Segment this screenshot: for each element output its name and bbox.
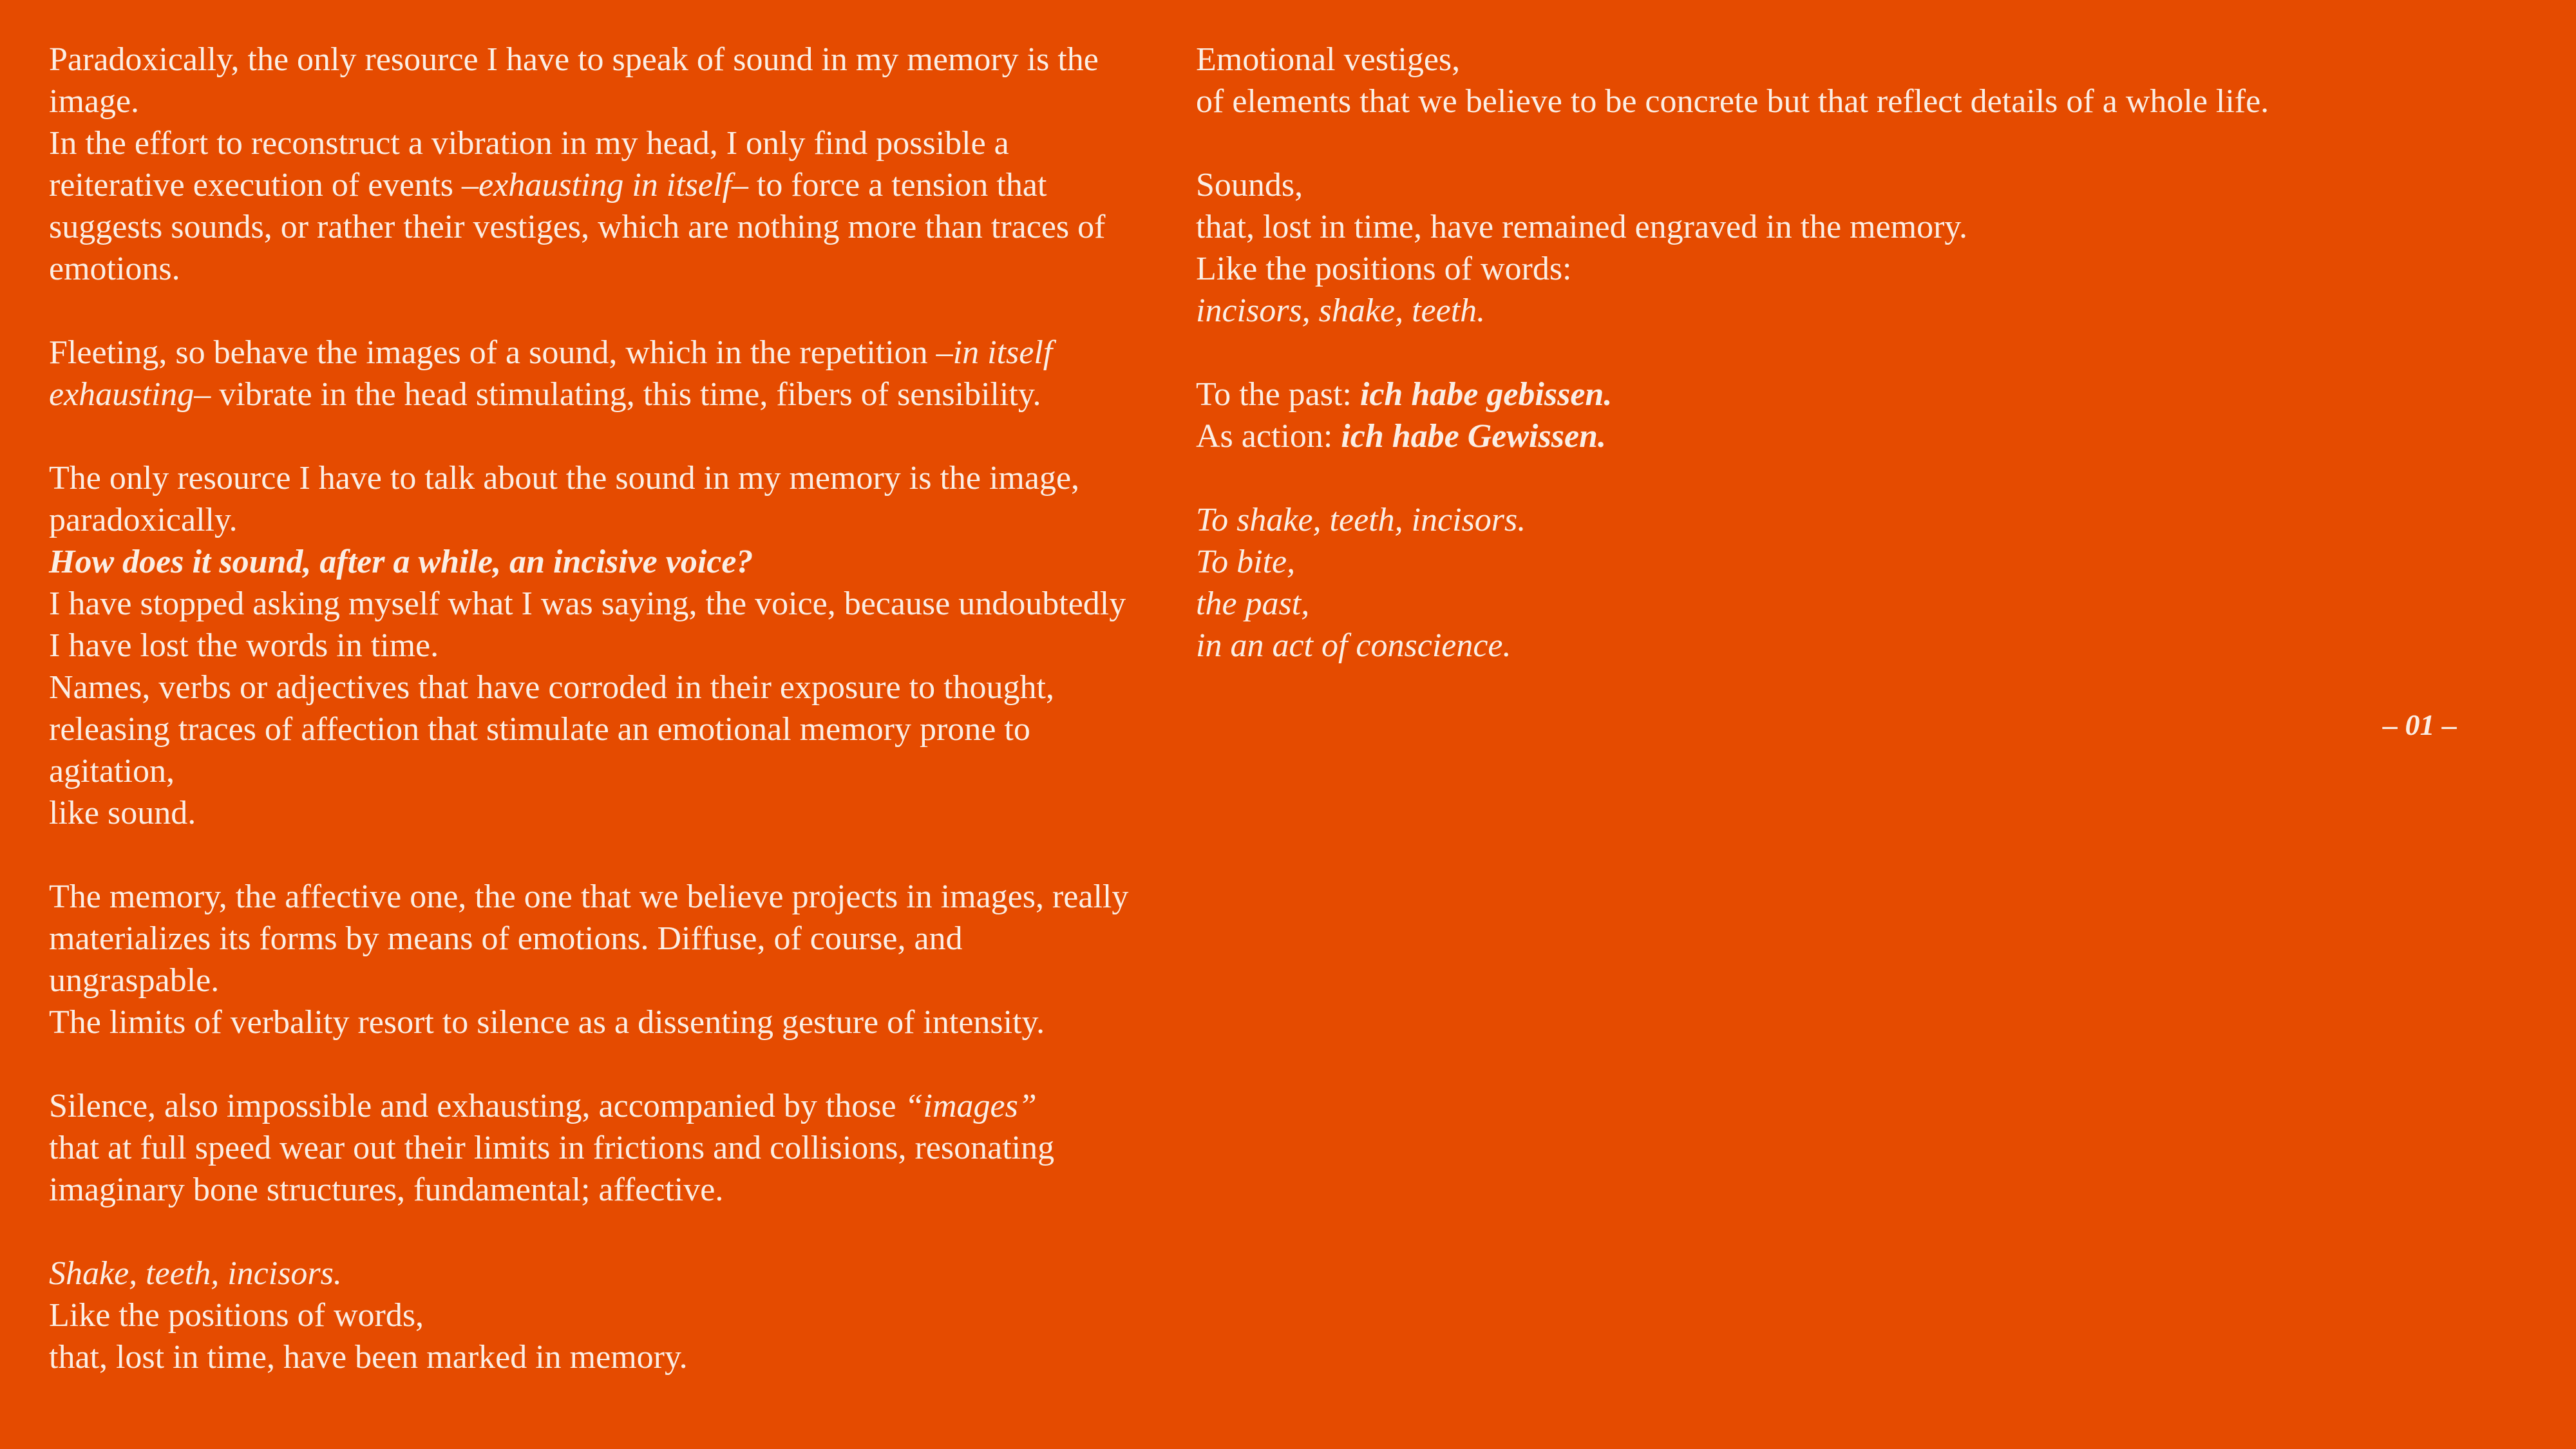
text-line [1196,415,2278,457]
text-line: Emotional vestiges, [1196,41,1461,78]
italic-line: in an act of conscience. [1196,627,1511,664]
italic-run: “images” [904,1088,1037,1124]
text-line [49,1085,1131,1127]
paragraph-3 [1196,374,2278,457]
text-line: Like the positions of words, [49,1297,424,1334]
paragraph-3 [49,457,1131,834]
paragraph-2 [1196,164,2278,332]
bold-italic-run: ich habe gebissen. [1359,376,1613,413]
paragraph-4 [1196,499,2278,667]
text-line: that, lost in time, have been marked in memory. [49,1339,688,1376]
text-line: Names, verbs or adjectives that have corroded in their exposure to thought, releasing traces of affection that stimulate an emotional memory prone to agitation, [49,669,1054,790]
text-line: The memory, the affective one, the one that we believe projects in images, really materializes its forms by means of emotions. Diffuse, of course, and ungraspable. [49,878,1129,999]
text-line: like sound. [49,795,196,831]
text-run: vibrate in the head stimulating, this time, fibers of sensibility. [211,376,1041,413]
text-line: Paradoxically, the only resource I have to speak of sound in my memory is the image. [49,41,1099,120]
italic-run: –exhausting in itself– [462,167,748,204]
italic-line: To shake, teeth, incisors. [1196,502,1526,538]
text-run: To the past: [1196,376,1360,413]
paragraph-2 [49,332,1131,415]
left-text-column [49,39,1131,1420]
text-line [49,122,1131,290]
paragraph-5 [49,1085,1131,1211]
bold-italic-run: ich habe Gewissen. [1341,418,1606,455]
text-line [1196,374,2278,415]
text-run: Silence, also impossible and exhausting, accompanied by those [49,1088,905,1124]
paragraph-1 [1196,39,2278,122]
text-line: The limits of verbality resort to silence as a dissenting gesture of intensity. [49,1004,1045,1041]
italic-run: –in itself exhausting– [49,334,1053,413]
text-line: of elements that we believe to be concrete but that reflect details of a whole life. [1196,83,2269,120]
text-line: that, lost in time, have remained engraved in the memory. [1196,209,1968,245]
text-line: Sounds, [1196,167,1303,204]
paragraph-6 [49,1253,1131,1378]
italic-line: To bite, [1196,544,1296,580]
text-line: The only resource I have to talk about the sound in my memory is the image, paradoxically. [49,460,1080,538]
text-line: that at full speed wear out their limits in frictions and collisions, resonating imaginary bone structures, fundamental; affective. [49,1130,1055,1208]
text-run: In the effort to reconstruct a vibration in my head, I only find possible a reiterative execution of events [49,125,1009,204]
question-line: How does it sound, after a while, an incisive voice? [49,544,753,580]
text-line: I have stopped asking myself what I was saying, the voice, because undoubtedly I have lost the words in time. [49,585,1126,664]
right-text-column [1196,39,2278,708]
text-run: Fleeting, so behave the images of a sound, which in the repetition [49,334,936,371]
text-run: As action: [1196,418,1341,455]
italic-line: incisors, shake, teeth. [1196,292,1486,329]
page-number: – 01 – [2383,708,2457,741]
italic-line: the past, [1196,585,1310,622]
italic-line: Shake, teeth, incisors. [49,1255,342,1292]
text-line: Like the positions of words: [1196,251,1572,287]
paragraph-4 [49,876,1131,1043]
paragraph-1 [49,39,1131,290]
text-run: to force a tension that suggests sounds, or rather their vestiges, which are nothing more than traces of emotions. [49,167,1106,287]
